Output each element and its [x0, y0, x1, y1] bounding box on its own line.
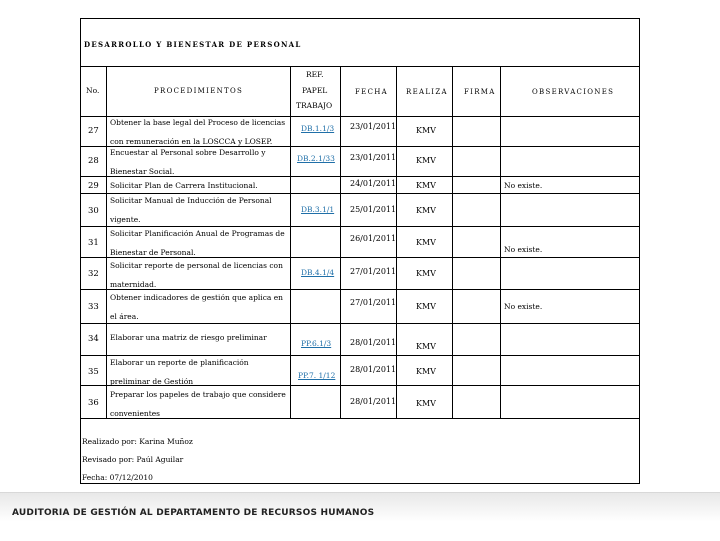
row-number: 30: [88, 206, 99, 216]
reference-link[interactable]: DB.1.1/3: [301, 124, 335, 133]
observation-cell: No existe.: [504, 245, 543, 254]
date-cell: 28/01/2011: [350, 397, 397, 406]
row-number: 35: [88, 367, 99, 377]
realiza-cell: KMV: [416, 342, 436, 351]
header-firma: FIRMA: [464, 88, 496, 96]
procedure-text: Elaborar una matriz de riesgo preliminar: [110, 333, 267, 342]
procedure-text: Solicitar Manual de Inducción de Personal vigente.: [110, 196, 272, 224]
date-cell: 23/01/2011: [350, 122, 397, 131]
column-divider: [452, 66, 453, 418]
revisado-por: Revisado por: Paúl Aguilar: [82, 455, 184, 464]
reference-link[interactable]: DB.3.1/1: [301, 205, 335, 214]
date-cell: 27/01/2011: [350, 298, 397, 307]
realiza-cell: KMV: [416, 302, 436, 311]
column-divider: [290, 66, 291, 418]
header-no: No.: [86, 86, 100, 95]
date-cell: 28/01/2011: [350, 365, 397, 374]
reference-link[interactable]: DB.4.1/4: [301, 268, 335, 277]
procedure-text: Obtener la base legal del Proceso de licencias con remuneración en la LOSCCA y LOSEP.: [110, 118, 286, 146]
date-cell: 27/01/2011: [350, 267, 397, 276]
header-ref-line2: PAPEL: [302, 86, 328, 95]
header-realiza: REALIZA: [406, 88, 448, 96]
procedure-text: Encuestar al Personal sobre Desarrollo y Bienestar Social.: [110, 148, 266, 176]
date-cell: 28/01/2011: [350, 338, 397, 347]
date-cell: 24/01/2011: [350, 179, 397, 188]
row-number: 34: [88, 334, 99, 344]
procedure-text: Solicitar reporte de personal de licencias con maternidad.: [110, 261, 283, 289]
realiza-cell: KMV: [416, 367, 436, 376]
realiza-cell: KMV: [416, 126, 436, 135]
date-cell: 26/01/2011: [350, 234, 397, 243]
row-number: 28: [88, 156, 99, 166]
row-number: 36: [88, 398, 99, 408]
header-procedimientos: PROCEDIMIENTOS: [154, 87, 244, 95]
observation-cell: No existe.: [504, 302, 543, 311]
column-divider: [500, 66, 501, 418]
header-ref-line3: TRABAJO: [296, 101, 333, 110]
date-cell: 23/01/2011: [350, 153, 397, 162]
procedure-text: Solicitar Planificación Anual de Programas de Bienestar de Personal.: [110, 229, 285, 257]
row-number: 33: [88, 302, 99, 312]
realiza-cell: KMV: [416, 399, 436, 408]
realiza-cell: KMV: [416, 238, 436, 247]
footer-fecha: Fecha: 07/12/2010: [82, 473, 153, 482]
reference-link[interactable]: DB.2.1/33: [297, 154, 335, 163]
procedure-text: Solicitar Plan de Carrera Institucional.: [110, 181, 258, 190]
procedure-text: Elaborar un reporte de planificación preliminar de Gestión: [110, 358, 249, 386]
row-number: 31: [88, 238, 99, 248]
reference-link[interactable]: PP.7. 1/12: [298, 371, 336, 380]
observation-cell: No existe.: [504, 181, 543, 190]
row-number: 32: [88, 269, 99, 279]
column-divider: [396, 66, 397, 418]
realiza-cell: KMV: [416, 181, 436, 190]
worksheet-title: DESARROLLO Y BIENESTAR DE PERSONAL: [84, 40, 302, 49]
reference-link[interactable]: PP.6.1/3: [301, 339, 332, 348]
row-number: 29: [88, 181, 99, 191]
procedure-text: Obtener indicadores de gestión que aplica en el área.: [110, 293, 284, 321]
header-observaciones: OBSERVACIONES: [532, 88, 615, 96]
column-divider: [106, 66, 107, 418]
realiza-cell: KMV: [416, 156, 436, 165]
realizado-por: Realizado por: Karina Muñoz: [82, 437, 193, 446]
title-divider: [80, 66, 640, 67]
header-fecha: FECHA: [355, 88, 388, 96]
realiza-cell: KMV: [416, 269, 436, 278]
date-cell: 25/01/2011: [350, 205, 397, 214]
column-divider: [340, 66, 341, 418]
header-ref-line1: REF.: [306, 70, 324, 79]
row-number: 27: [88, 126, 99, 136]
realiza-cell: KMV: [416, 206, 436, 215]
bottom-banner-title: AUDITORIA DE GESTIÓN AL DEPARTAMENTO DE RECURSOS HUMANOS: [12, 508, 375, 518]
procedure-text: Preparar los papeles de trabajo que considere convenientes: [110, 390, 286, 418]
